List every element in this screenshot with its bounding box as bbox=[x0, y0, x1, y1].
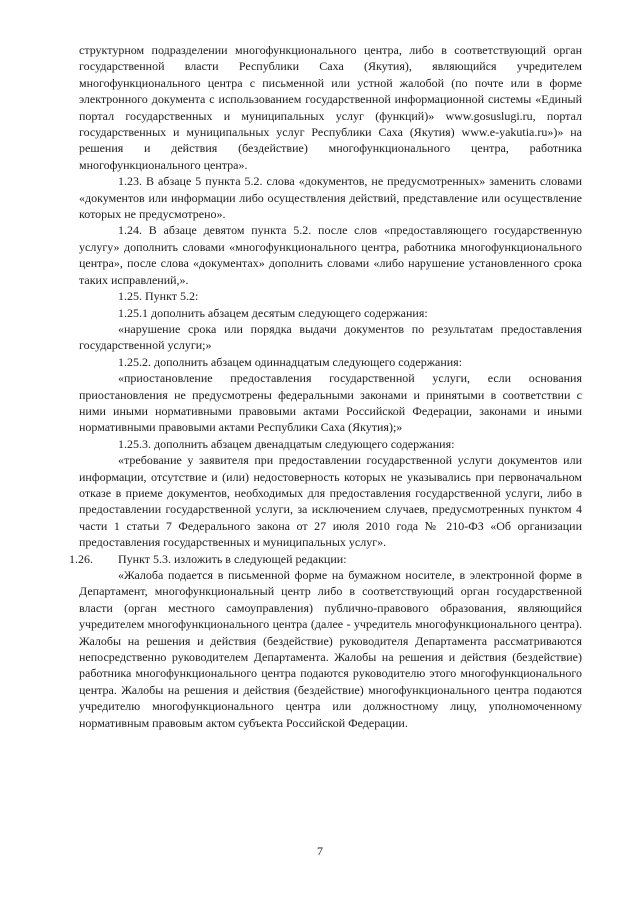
paragraph-1-23: 1.23. В абзаце 5 пункта 5.2. слова «документов, не предусмотренных» заменить словами «документов или информации либо осуществления действий, представление или осуществление которых не предусмотрено». bbox=[79, 174, 582, 222]
paragraph-1-25-2: 1.25.2. дополнить абзацем одиннадцатым следующего содержания: bbox=[118, 354, 463, 369]
item-number-1-26: 1.26. bbox=[69, 551, 93, 566]
paragraph-1-26 bbox=[69, 551, 582, 567]
paragraph-1-25: 1.25. Пункт 5.2: bbox=[118, 289, 199, 304]
paragraph-1-25-1: 1.25.1 дополнить абзацем десятым следующего содержания: bbox=[118, 305, 428, 320]
paragraph-quote-2: «приостановление предоставления государственной услуги, если основания приостановления не предусмотрены федеральными законами и принятыми в соответствии с ними иными нормативными правовыми актами Российской Федерации, законами и иными нормативными правовыми актами Республики Саха (Якутия);» bbox=[79, 371, 582, 435]
paragraph-quote-3: «требование у заявителя при предоставлении государственной услуги документов или информации, отсутствие и (или) недостоверность которых не указывались при первоначальном отказе в приеме документов, необходимых для предоставления государственной услуги, либо в предоставлении государственной услуги, за исключением случаев, предусмотренных пунктом 4 части 1 статьи 7 Федерального закона от 27 июля 2010 года № 210-ФЗ «Об организации предоставления государственных и муниципальных услуг». bbox=[79, 453, 582, 550]
paragraph-1-24: 1.24. В абзаце девятом пункта 5.2. после слов «предоставляющего государственную услугу» дополнить словами «многофункционального центра, работника многофункционального центра», после слова «документах» дополнить словами «либо нарушение установленного срока таких исправлений,». bbox=[79, 223, 582, 287]
page-number: 7 bbox=[317, 844, 323, 858]
paragraph-quote-4: «Жалоба подается в письменной форме на бумажном носителе, в электронной форме в Департамент, многофункциональный центр либо в соответствующий орган государственной власти (орган местного самоуправления) публично-правового образования, являющийся учредителем многофункционального центра (далее - учредитель многофункционального центра). Жалобы на решения и действия (бездействие) руководителя Департамента рассматриваются непосредственно руководителем Департамента. Жалобы на решения и действия (бездействие) работника многофункционального центра подаются руководителю этого многофункционального центра. Жалобы на решения и действия (бездействие) многофункционального центра подаются учредителю многофункционального центра или должностному лицу, уполномоченному нормативным правовым актом субъекта Российской Федерации. bbox=[79, 568, 582, 730]
paragraph-1-25-3: 1.25.3. дополнить абзацем двенадцатым следующего содержания: bbox=[118, 436, 455, 451]
paragraph-quote-1: «нарушение срока или порядка выдачи документов по результатам предоставления государственной услуги;» bbox=[79, 321, 582, 353]
document-body bbox=[69, 42, 582, 731]
item-text-1-26: Пункт 5.3. изложить в следующей редакции: bbox=[118, 551, 347, 566]
paragraph-continuation: структурном подразделении многофункционального центра, либо в соответствующий орган государственной власти Республики Саха (Якутия), являющийся учредителем многофункционального центра с письменной или устной жалобой (по почте или в форме электронного документа с использованием государственной информационной системы «Единый портал государственных и муниципальных услуг (функций)» www.gosuslugi.ru, портал государственных и муниципальных услуг Республики Саха (Якутия) www.e-yakutia.ru»)» на решения и действия (бездействие) многофункционального центра, работника многофункционального центра». bbox=[79, 43, 582, 172]
